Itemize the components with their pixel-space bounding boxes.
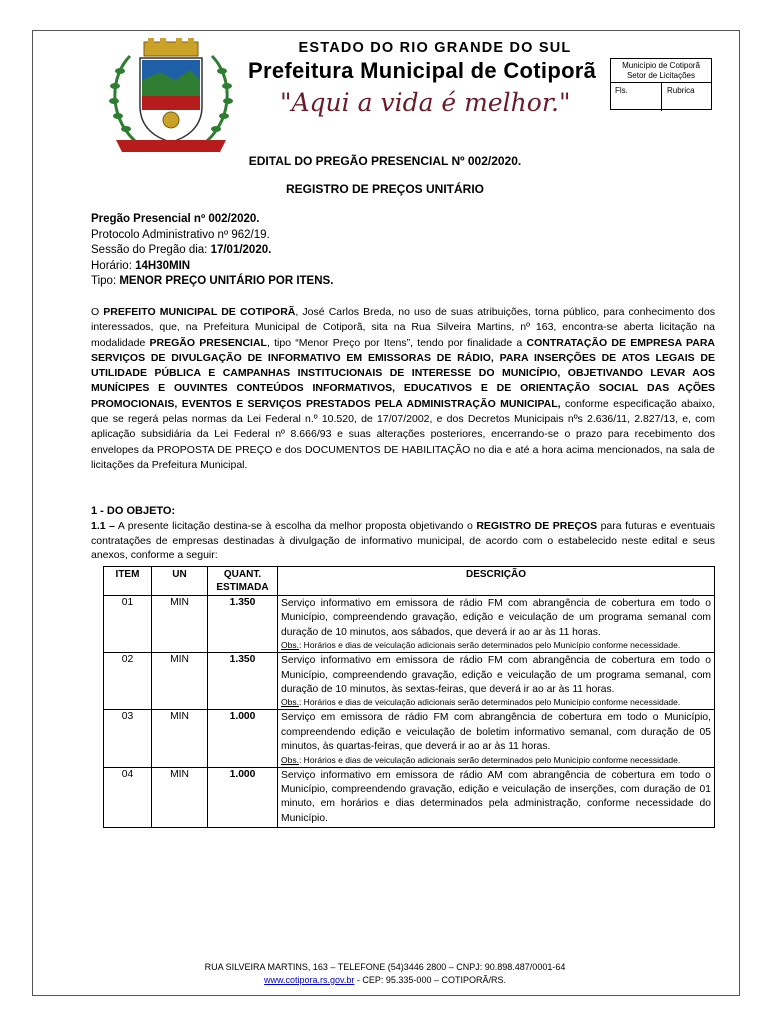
- cell-item: 01: [104, 596, 152, 653]
- section-1-1: 1.1 – A presente licitação destina-se à escolha da melhor proposta objetivando o REGISTRO DE PREÇOS para futuras e eventuais contratações de empresas destinadas à divulgação de informativo municipal, de acordo com o estabelecido neste edital e seus anexos, conforme a seguir:: [91, 520, 716, 561]
- cell-descricao: Serviço informativo em emissora de rádio FM com abrangência de cobertura em todo o Município, compreendendo gravação, edição e veiculação de um programa semanal, com duração de 10 minutos, às sextas-feiras, que deverá ir ao ar às 11 horas. Obs.: Horários e dias de veiculação adicionais serão determinados pelo Município conforme necessidade.: [278, 653, 715, 710]
- edital-title: EDITAL DO PREGÃO PRESENCIAL Nº 002/2020.: [248, 154, 522, 168]
- stamp-row: [611, 82, 711, 111]
- cell-item: 02: [104, 653, 152, 710]
- stamp-municipio: Município de Cotiporã: [622, 61, 700, 70]
- preamble-paragraph: O PREFEITO MUNICIPAL DE COTIPORÃ, José Carlos Breda, no uso de suas atribuições, torna público, para conhecimento dos interessados, que, na Prefeitura Municipal de Cotiporã, sita na Rua Silveira Martins, nº 163, encontra-se aberta licitação na modalidade PREGÃO PRESENCIAL, tipo “Menor Preço por Itens”, tendo por finalidade a CONTRATAÇÃO DE EMPRESA PARA SERVIÇOS DE DIVULGAÇÃO DE INFORMATIVO EM EMISSORAS DE RÁDIO, PARA INSERÇÕES DE ATOS LEGAIS DE UTILIDADE PÚBLICA E CAMPANHAS INSTITUCIONAIS DE INTERESSE DO MUNICÍPIO, OBJETIVANDO LEVAR AOS MUNÍCIPES E OUVINTES CONTEÚDOS INFORMATIVOS, EDUCATIVOS E DE ORIENTAÇÃO SOCIAL DAS AÇÕES PROMOCIONAIS, EVENTOS E SERVIÇOS PRESTADOS PELA ADMINISTRAÇÃO MUNICIPAL, conforme especificação abaixo, que se regerá pelas normas da Lei Federal n.º 10.520, de 17/07/2002, e dos Decretos Municipais nºs 2.636/11, 2.827/13, e, com aplicação subsidiária da Lei Federal nº 8.666/93 e suas alterações posteriores, encerrando-se o prazo para recebimento dos envelopes da PROPOSTA DE PREÇO e dos DOCUMENTOS DE HABILITAÇÃO no dia e até a hora acima mencionados, na sala de licitações da Prefeitura Municipal.: [91, 306, 716, 471]
- header-un: UN: [152, 567, 208, 596]
- stamp-rubrica: Rubrica: [667, 86, 695, 95]
- cell-descricao: Serviço informativo em emissora de rádio AM com abrangência de cobertura em todo o Município, compreendendo gravação, edição e veiculação de inserções, com duração de 01 minuto, em horários e dias determinados pela administração, conforme necessidade do Município.: [278, 767, 715, 828]
- items-table: [103, 566, 715, 828]
- horario-label: Horário:: [91, 259, 136, 272]
- footer-contact: [0, 975, 770, 985]
- footer-address: RUA SILVEIRA MARTINS, 163 – TELEFONE (54)3446 2800 – CNPJ: 90.898.487/0001-64: [204, 962, 566, 972]
- cell-descricao: Serviço informativo em emissora de rádio FM com abrangência de cobertura em todo o Município, compreendendo gravação, edição e veiculação de um programa semanal com duração de 10 minutos, aos sábados, que deverá ir ao ar às 11 horas. Obs.: Horários e dias de veiculação adicionais serão determinados pelo Município conforme necessidade.: [278, 596, 715, 653]
- objeto-contratacao: CONTRATAÇÃO DE EMPRESA PARA SERVIÇOS DE DIVULGAÇÃO DE INFORMATIVO EM EMISSORAS DE RÁDIO, PARA INSERÇÕES DE ATOS LEGAIS DE UTILIDADE PÚBLICA E CAMPANHAS INSTITUCIONAIS DE INTERESSE DO MUNICÍPIO, OBJETIVANDO LEVAR AOS MUNÍCIPES E OUVINTES CONTEÚDOS INFORMATIVOS, EDUCATIVOS E DE ORIENTAÇÃO SOCIAL DAS AÇÕES PROMOCIONAIS, EVENTOS E SERVIÇOS PRESTADOS PELA ADMINISTRAÇÃO MUNICIPAL,: [91, 336, 715, 410]
- section-heading: 1 - DO OBJETO:: [91, 505, 176, 517]
- table-row: [104, 653, 715, 710]
- horario-value: 14H30MIN: [135, 259, 191, 272]
- cell-un: MIN: [152, 596, 208, 653]
- cell-un: MIN: [152, 653, 208, 710]
- table-header-row: [104, 567, 715, 596]
- tipo-value: MENOR PREÇO UNITÁRIO POR ITENS.: [119, 275, 334, 287]
- cell-quant: 1.000: [208, 710, 278, 767]
- footer-cep: - CEP: 95.335-000 – COTIPORÃ/RS.: [354, 975, 506, 985]
- table-row: [104, 767, 715, 828]
- website-link[interactable]: www.cotipora.rs.gov.br: [264, 975, 355, 985]
- cell-un: MIN: [152, 767, 208, 828]
- edital-info: [91, 212, 333, 290]
- cell-descricao: Serviço em emissora de rádio FM com abrangência de cobertura em todo o Município, compreendendo edição e veiculação de boletim informativo semanal, com duração de 05 minutos, às quartas-feiras, que deverá ir ao ar às 11 horas. Obs.: Horários e dias de veiculação adicionais serão determinados pelo Município conforme necessidade.: [278, 710, 715, 767]
- header-item: ITEM: [104, 567, 152, 596]
- prefeitura-title: Prefeitura Municipal de Cotiporã: [248, 58, 597, 83]
- tipo-label: Tipo:: [91, 275, 120, 287]
- stamp-fls: Fls.: [615, 86, 628, 95]
- obs-note: Obs.: Horários e dias de veiculação adicionais serão determinados pelo Município conforme necessidade.: [281, 697, 681, 708]
- table-row: [104, 596, 715, 653]
- obs-note: Obs.: Horários e dias de veiculação adicionais serão determinados pelo Município conforme necessidade.: [281, 640, 681, 651]
- cell-quant: 1.350: [208, 653, 278, 710]
- cell-item: 04: [104, 767, 152, 828]
- coat-of-arms-logo: [100, 36, 242, 156]
- protocolo: Protocolo Administrativo nº 962/19.: [91, 228, 270, 241]
- cell-quant: 1.000: [208, 767, 278, 828]
- pregao-number: Pregão Presencial nº 002/2020.: [91, 213, 260, 225]
- sessao-value: 17/01/2020.: [210, 244, 272, 256]
- obs-note: Obs.: Horários e dias de veiculação adicionais serão determinados pelo Município conforme necessidade.: [281, 754, 681, 765]
- table-row: [104, 710, 715, 767]
- stamp-divider: [661, 83, 662, 111]
- prefeito-label: PREFEITO MUNICIPAL DE COTIPORÃ: [103, 306, 296, 318]
- header-descricao: DESCRIÇÃO: [278, 567, 715, 596]
- modalidade: PREGÃO PRESENCIAL: [149, 336, 267, 349]
- protocol-stamp: [610, 58, 712, 110]
- state-name: ESTADO DO RIO GRANDE DO SUL: [298, 40, 572, 56]
- header-quant: QUANT. ESTIMADA: [208, 567, 278, 596]
- cell-un: MIN: [152, 710, 208, 767]
- sessao-label: Sessão do Pregão dia:: [91, 244, 211, 256]
- stamp-setor: Setor de Licitações: [626, 71, 696, 80]
- slogan: "Aqui a vida é melhor.": [280, 88, 571, 117]
- cell-quant: 1.350: [208, 596, 278, 653]
- cell-item: 03: [104, 710, 152, 767]
- registro-precos: REGISTRO DE PREÇOS: [476, 520, 598, 532]
- registro-title: REGISTRO DE PREÇOS UNITÁRIO: [285, 182, 485, 196]
